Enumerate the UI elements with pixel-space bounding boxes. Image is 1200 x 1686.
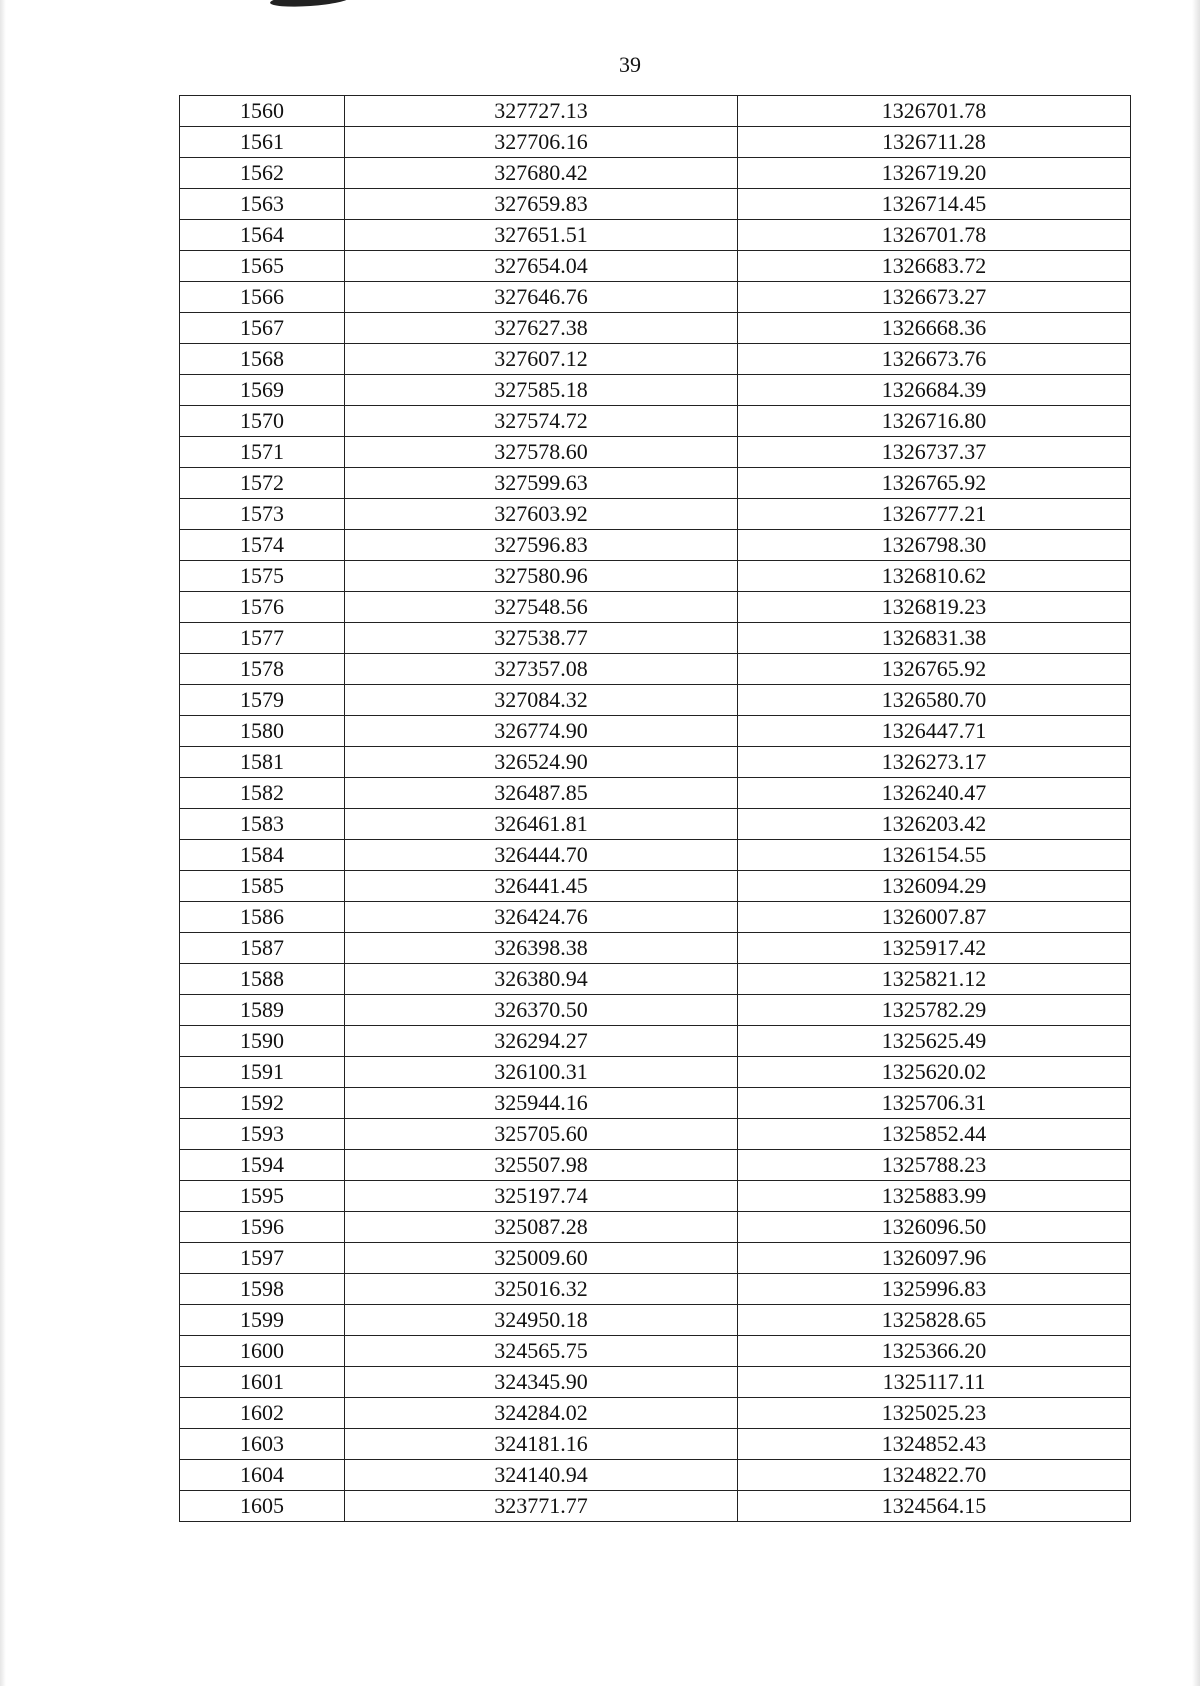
point-number-cell: 1597 — [180, 1243, 345, 1274]
x-coordinate-cell: 327599.63 — [345, 468, 738, 499]
table-row — [180, 158, 1131, 189]
point-number-cell: 1602 — [180, 1398, 345, 1429]
point-number-cell: 1596 — [180, 1212, 345, 1243]
x-coordinate-cell: 327727.13 — [345, 96, 738, 127]
y-coordinate-cell: 1326097.96 — [738, 1243, 1131, 1274]
x-coordinate-cell: 326774.90 — [345, 716, 738, 747]
point-number-cell: 1571 — [180, 437, 345, 468]
table-row — [180, 1429, 1131, 1460]
x-coordinate-cell: 327538.77 — [345, 623, 738, 654]
table-row — [180, 964, 1131, 995]
x-coordinate-cell: 326444.70 — [345, 840, 738, 871]
point-number-cell: 1582 — [180, 778, 345, 809]
y-coordinate-cell: 1326831.38 — [738, 623, 1131, 654]
point-number-cell: 1601 — [180, 1367, 345, 1398]
x-coordinate-cell: 325087.28 — [345, 1212, 738, 1243]
x-coordinate-cell: 324345.90 — [345, 1367, 738, 1398]
table-row — [180, 127, 1131, 158]
point-number-cell: 1576 — [180, 592, 345, 623]
y-coordinate-cell: 1326765.92 — [738, 468, 1131, 499]
x-coordinate-cell: 325944.16 — [345, 1088, 738, 1119]
point-number-cell: 1599 — [180, 1305, 345, 1336]
x-coordinate-cell: 326461.81 — [345, 809, 738, 840]
x-coordinate-cell: 327574.72 — [345, 406, 738, 437]
x-coordinate-cell: 327596.83 — [345, 530, 738, 561]
point-number-cell: 1598 — [180, 1274, 345, 1305]
table-row — [180, 406, 1131, 437]
y-coordinate-cell: 1326240.47 — [738, 778, 1131, 809]
table-row — [180, 902, 1131, 933]
coordinates-table-body — [180, 96, 1131, 1522]
y-coordinate-cell: 1326777.21 — [738, 499, 1131, 530]
point-number-cell: 1560 — [180, 96, 345, 127]
y-coordinate-cell: 1326096.50 — [738, 1212, 1131, 1243]
point-number-cell: 1583 — [180, 809, 345, 840]
table-row — [180, 96, 1131, 127]
y-coordinate-cell: 1326714.45 — [738, 189, 1131, 220]
table-row — [180, 1305, 1131, 1336]
point-number-cell: 1585 — [180, 871, 345, 902]
y-coordinate-cell: 1325025.23 — [738, 1398, 1131, 1429]
y-coordinate-cell: 1326737.37 — [738, 437, 1131, 468]
x-coordinate-cell: 326398.38 — [345, 933, 738, 964]
y-coordinate-cell: 1326447.71 — [738, 716, 1131, 747]
y-coordinate-cell: 1326819.23 — [738, 592, 1131, 623]
table-row — [180, 685, 1131, 716]
point-number-cell: 1595 — [180, 1181, 345, 1212]
x-coordinate-cell: 325705.60 — [345, 1119, 738, 1150]
x-coordinate-cell: 324140.94 — [345, 1460, 738, 1491]
table-row — [180, 1274, 1131, 1305]
y-coordinate-cell: 1326273.17 — [738, 747, 1131, 778]
table-row — [180, 778, 1131, 809]
table-row — [180, 1181, 1131, 1212]
table-row — [180, 840, 1131, 871]
x-coordinate-cell: 327680.42 — [345, 158, 738, 189]
table-row — [180, 561, 1131, 592]
point-number-cell: 1604 — [180, 1460, 345, 1491]
y-coordinate-cell: 1326673.76 — [738, 344, 1131, 375]
point-number-cell: 1563 — [180, 189, 345, 220]
point-number-cell: 1561 — [180, 127, 345, 158]
point-number-cell: 1588 — [180, 964, 345, 995]
table-row — [180, 716, 1131, 747]
y-coordinate-cell: 1326711.28 — [738, 127, 1131, 158]
x-coordinate-cell: 326487.85 — [345, 778, 738, 809]
x-coordinate-cell: 327651.51 — [345, 220, 738, 251]
table-row — [180, 375, 1131, 406]
y-coordinate-cell: 1326810.62 — [738, 561, 1131, 592]
table-row — [180, 1212, 1131, 1243]
table-row — [180, 592, 1131, 623]
table-row — [180, 1119, 1131, 1150]
table-row — [180, 1088, 1131, 1119]
scan-edge-right — [1192, 0, 1200, 1686]
table-row — [180, 1057, 1131, 1088]
x-coordinate-cell: 326441.45 — [345, 871, 738, 902]
y-coordinate-cell: 1326716.80 — [738, 406, 1131, 437]
x-coordinate-cell: 327659.83 — [345, 189, 738, 220]
point-number-cell: 1570 — [180, 406, 345, 437]
x-coordinate-cell: 324181.16 — [345, 1429, 738, 1460]
ink-mark — [270, 0, 351, 9]
table-row — [180, 282, 1131, 313]
y-coordinate-cell: 1326673.27 — [738, 282, 1131, 313]
table-row — [180, 220, 1131, 251]
x-coordinate-cell: 324950.18 — [345, 1305, 738, 1336]
x-coordinate-cell: 324284.02 — [345, 1398, 738, 1429]
table-row — [180, 530, 1131, 561]
y-coordinate-cell: 1326668.36 — [738, 313, 1131, 344]
y-coordinate-cell: 1326154.55 — [738, 840, 1131, 871]
table-row — [180, 871, 1131, 902]
point-number-cell: 1594 — [180, 1150, 345, 1181]
y-coordinate-cell: 1325706.31 — [738, 1088, 1131, 1119]
table-row — [180, 1367, 1131, 1398]
point-number-cell: 1575 — [180, 561, 345, 592]
table-row — [180, 189, 1131, 220]
coordinates-table — [179, 95, 1131, 1522]
y-coordinate-cell: 1324564.15 — [738, 1491, 1131, 1522]
x-coordinate-cell: 326294.27 — [345, 1026, 738, 1057]
table-row — [180, 499, 1131, 530]
table-row — [180, 1150, 1131, 1181]
x-coordinate-cell: 327585.18 — [345, 375, 738, 406]
y-coordinate-cell: 1325782.29 — [738, 995, 1131, 1026]
x-coordinate-cell: 327357.08 — [345, 654, 738, 685]
x-coordinate-cell: 327706.16 — [345, 127, 738, 158]
table-row — [180, 1460, 1131, 1491]
table-row — [180, 1491, 1131, 1522]
point-number-cell: 1605 — [180, 1491, 345, 1522]
x-coordinate-cell: 325016.32 — [345, 1274, 738, 1305]
point-number-cell: 1579 — [180, 685, 345, 716]
y-coordinate-cell: 1326580.70 — [738, 685, 1131, 716]
y-coordinate-cell: 1326765.92 — [738, 654, 1131, 685]
y-coordinate-cell: 1326094.29 — [738, 871, 1131, 902]
table-row — [180, 1398, 1131, 1429]
point-number-cell: 1590 — [180, 1026, 345, 1057]
y-coordinate-cell: 1326701.78 — [738, 220, 1131, 251]
table-row — [180, 1243, 1131, 1274]
point-number-cell: 1565 — [180, 251, 345, 282]
point-number-cell: 1568 — [180, 344, 345, 375]
x-coordinate-cell: 326380.94 — [345, 964, 738, 995]
x-coordinate-cell: 325507.98 — [345, 1150, 738, 1181]
x-coordinate-cell: 327603.92 — [345, 499, 738, 530]
page-number: 39 — [619, 52, 641, 77]
x-coordinate-cell: 327627.38 — [345, 313, 738, 344]
table-row — [180, 313, 1131, 344]
table-row — [180, 437, 1131, 468]
y-coordinate-cell: 1325366.20 — [738, 1336, 1131, 1367]
point-number-cell: 1573 — [180, 499, 345, 530]
point-number-cell: 1587 — [180, 933, 345, 964]
x-coordinate-cell: 327084.32 — [345, 685, 738, 716]
point-number-cell: 1591 — [180, 1057, 345, 1088]
point-number-cell: 1567 — [180, 313, 345, 344]
y-coordinate-cell: 1325883.99 — [738, 1181, 1131, 1212]
table-row — [180, 623, 1131, 654]
point-number-cell: 1577 — [180, 623, 345, 654]
table-row — [180, 251, 1131, 282]
y-coordinate-cell: 1325625.49 — [738, 1026, 1131, 1057]
y-coordinate-cell: 1325828.65 — [738, 1305, 1131, 1336]
y-coordinate-cell: 1326701.78 — [738, 96, 1131, 127]
y-coordinate-cell: 1325117.11 — [738, 1367, 1131, 1398]
y-coordinate-cell: 1326719.20 — [738, 158, 1131, 189]
point-number-cell: 1603 — [180, 1429, 345, 1460]
point-number-cell: 1600 — [180, 1336, 345, 1367]
point-number-cell: 1580 — [180, 716, 345, 747]
y-coordinate-cell: 1325996.83 — [738, 1274, 1131, 1305]
table-row — [180, 654, 1131, 685]
x-coordinate-cell: 327578.60 — [345, 437, 738, 468]
point-number-cell: 1566 — [180, 282, 345, 313]
point-number-cell: 1586 — [180, 902, 345, 933]
x-coordinate-cell: 326370.50 — [345, 995, 738, 1026]
table-row — [180, 809, 1131, 840]
x-coordinate-cell: 326524.90 — [345, 747, 738, 778]
y-coordinate-cell: 1325917.42 — [738, 933, 1131, 964]
x-coordinate-cell: 327607.12 — [345, 344, 738, 375]
table-row — [180, 747, 1131, 778]
point-number-cell: 1572 — [180, 468, 345, 499]
x-coordinate-cell: 327646.76 — [345, 282, 738, 313]
point-number-cell: 1578 — [180, 654, 345, 685]
y-coordinate-cell: 1325788.23 — [738, 1150, 1131, 1181]
x-coordinate-cell: 324565.75 — [345, 1336, 738, 1367]
x-coordinate-cell: 327548.56 — [345, 592, 738, 623]
point-number-cell: 1562 — [180, 158, 345, 189]
point-number-cell: 1593 — [180, 1119, 345, 1150]
y-coordinate-cell: 1326203.42 — [738, 809, 1131, 840]
point-number-cell: 1569 — [180, 375, 345, 406]
point-number-cell: 1584 — [180, 840, 345, 871]
table-row — [180, 933, 1131, 964]
point-number-cell: 1564 — [180, 220, 345, 251]
x-coordinate-cell: 325009.60 — [345, 1243, 738, 1274]
table-row — [180, 468, 1131, 499]
table-row — [180, 1026, 1131, 1057]
y-coordinate-cell: 1326798.30 — [738, 530, 1131, 561]
table-row — [180, 1336, 1131, 1367]
x-coordinate-cell: 327654.04 — [345, 251, 738, 282]
table-row — [180, 995, 1131, 1026]
point-number-cell: 1574 — [180, 530, 345, 561]
y-coordinate-cell: 1325620.02 — [738, 1057, 1131, 1088]
x-coordinate-cell: 326100.31 — [345, 1057, 738, 1088]
y-coordinate-cell: 1326683.72 — [738, 251, 1131, 282]
scan-edge-left — [0, 0, 6, 1686]
y-coordinate-cell: 1326007.87 — [738, 902, 1131, 933]
x-coordinate-cell: 327580.96 — [345, 561, 738, 592]
y-coordinate-cell: 1326684.39 — [738, 375, 1131, 406]
x-coordinate-cell: 325197.74 — [345, 1181, 738, 1212]
y-coordinate-cell: 1325852.44 — [738, 1119, 1131, 1150]
point-number-cell: 1589 — [180, 995, 345, 1026]
x-coordinate-cell: 326424.76 — [345, 902, 738, 933]
y-coordinate-cell: 1324822.70 — [738, 1460, 1131, 1491]
point-number-cell: 1581 — [180, 747, 345, 778]
table-row — [180, 344, 1131, 375]
point-number-cell: 1592 — [180, 1088, 345, 1119]
x-coordinate-cell: 323771.77 — [345, 1491, 738, 1522]
y-coordinate-cell: 1325821.12 — [738, 964, 1131, 995]
y-coordinate-cell: 1324852.43 — [738, 1429, 1131, 1460]
